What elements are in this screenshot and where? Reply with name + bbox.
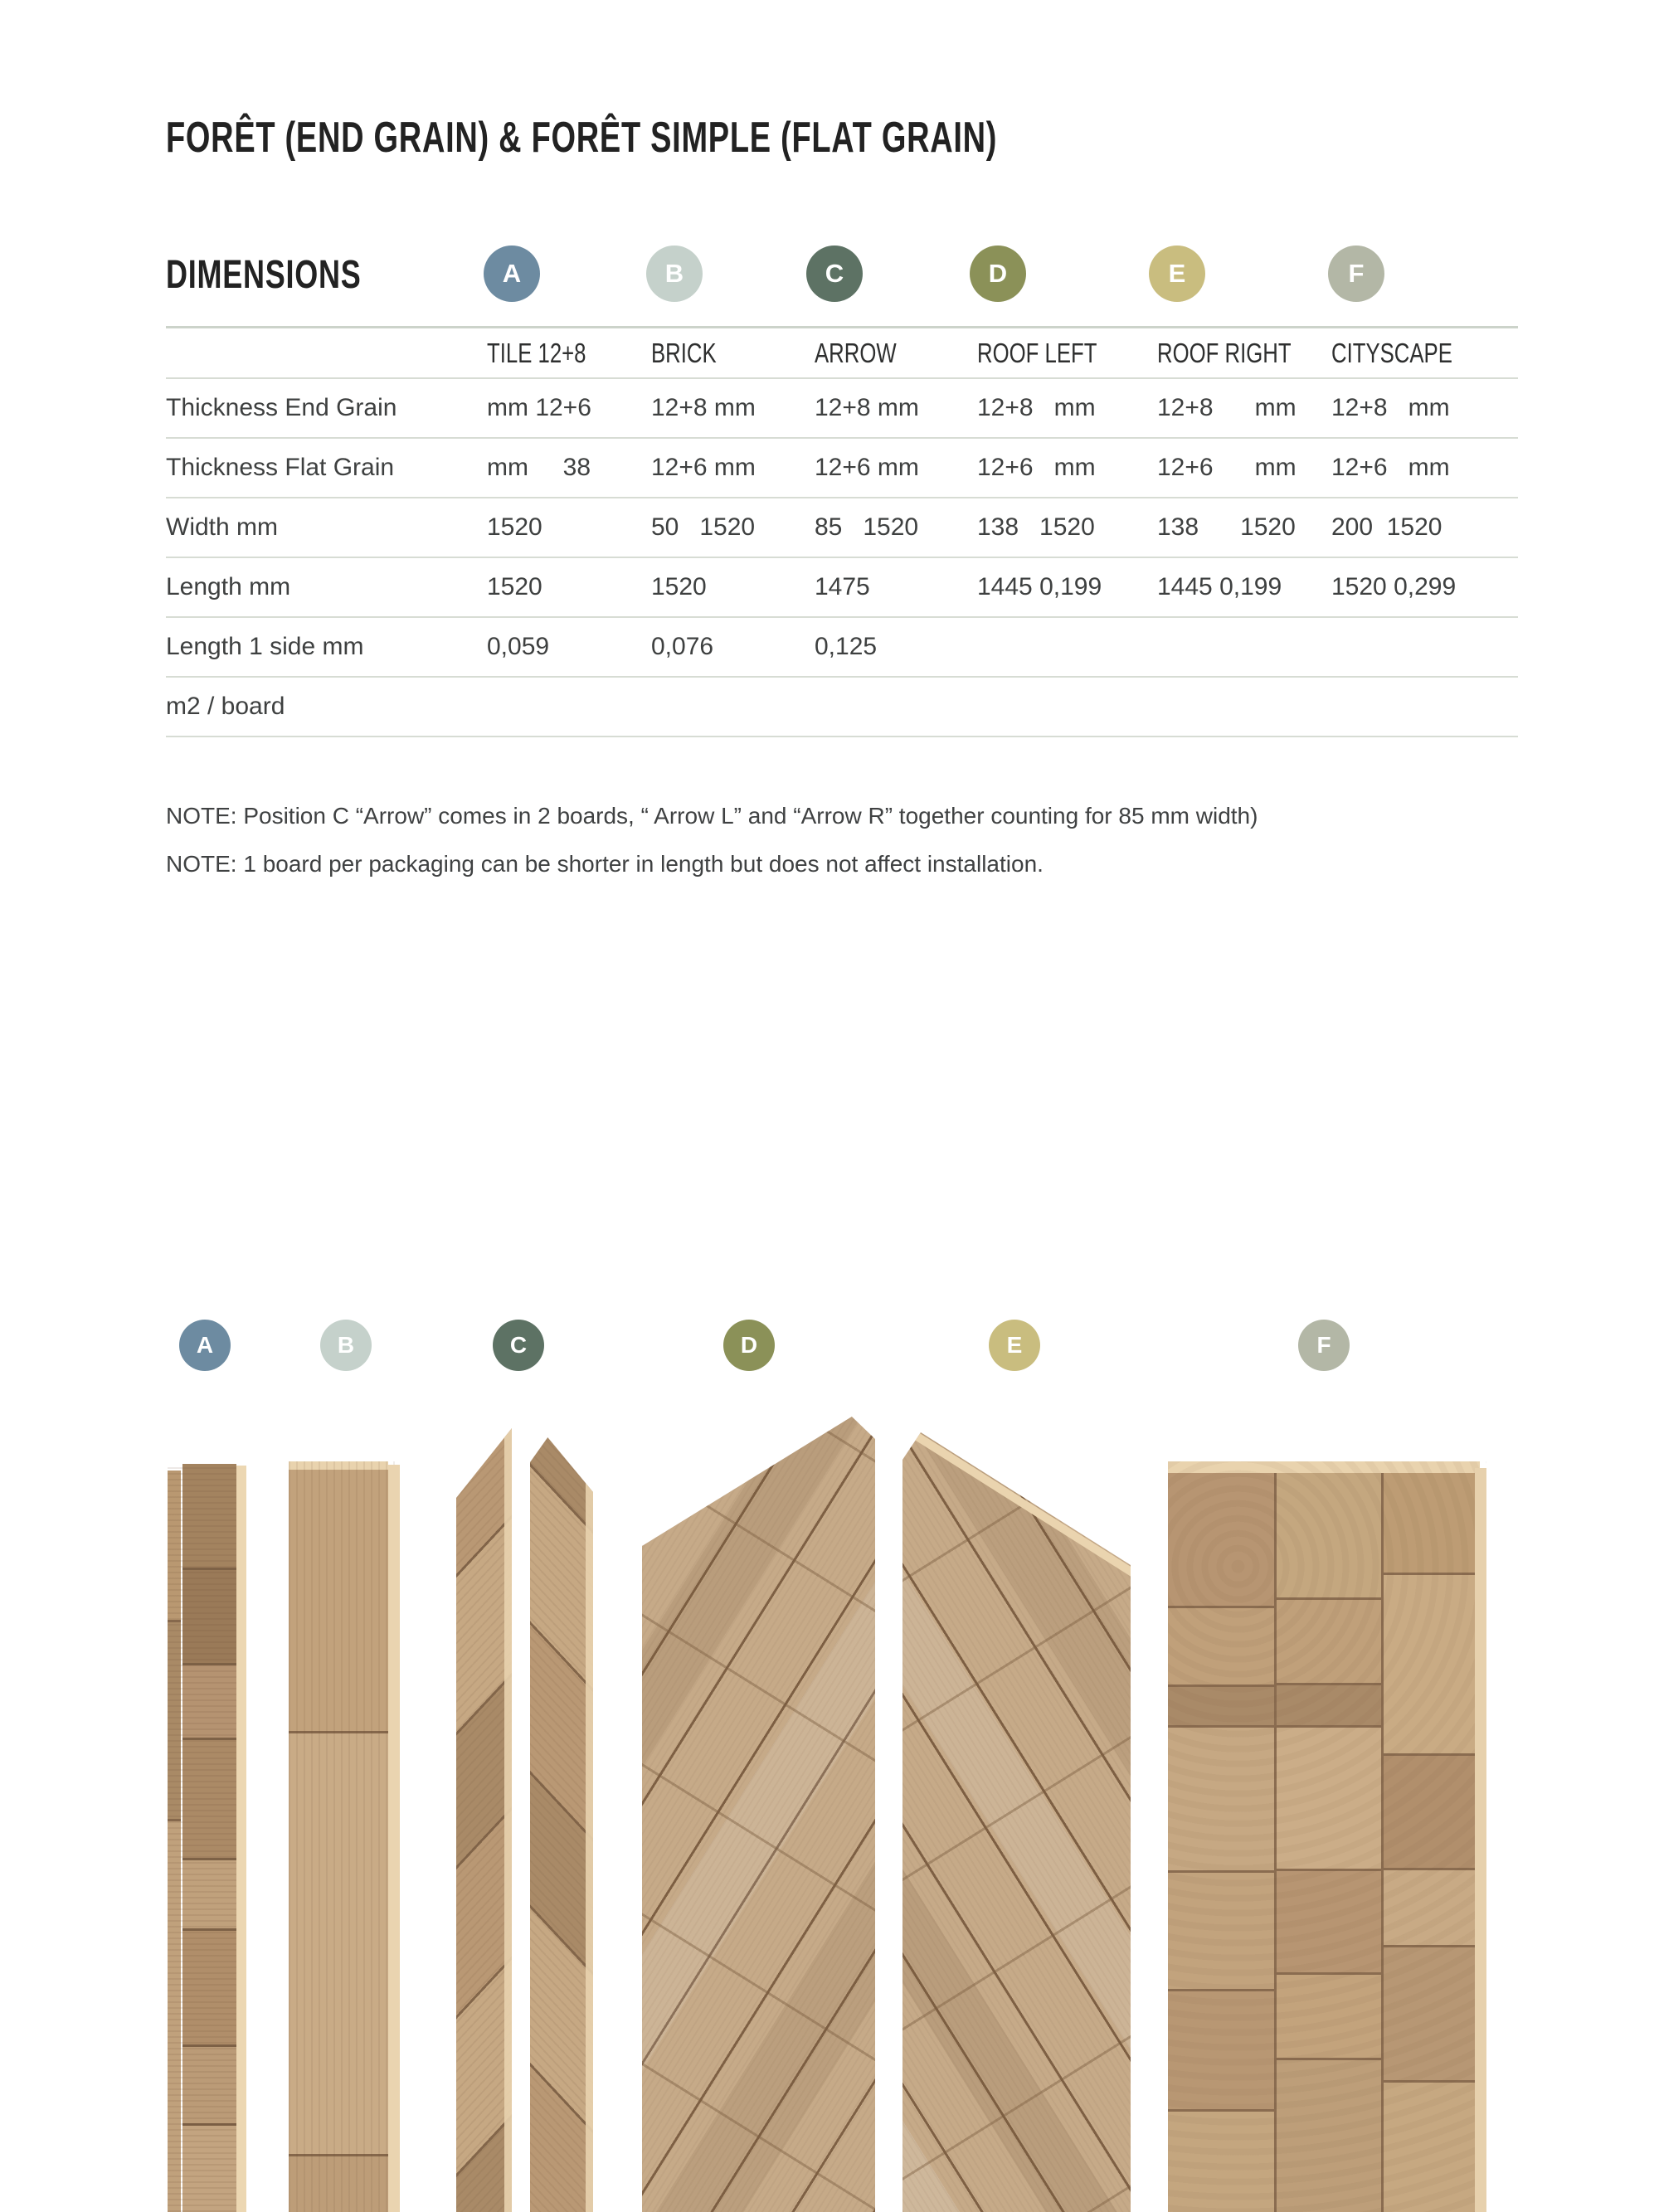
- wood-bevel-edge: [1475, 1468, 1486, 2212]
- table-cell: 1520: [487, 573, 542, 600]
- swatch-e-roof-right: [902, 1432, 1131, 2212]
- table-cell: 200 1520: [1331, 513, 1443, 541]
- table-row: [166, 379, 1518, 439]
- note-line-2: NOTE: 1 board per packaging can be shorter in length but does not affect installation.: [166, 851, 1044, 877]
- row-label: Thickness End Grain: [166, 394, 397, 421]
- table-cell: 12+8 mm: [1331, 394, 1450, 421]
- table-cell: mm 12+6: [487, 394, 591, 421]
- table-cell: 12+6 mm: [1157, 454, 1297, 481]
- page-title: FORÊT (END GRAIN) & FORÊT SIMPLE (FLAT GRAIN): [166, 114, 998, 162]
- wood-block: [1277, 1685, 1381, 1725]
- wood-grain-texture: [456, 1428, 512, 2212]
- wood-plank-edge: [168, 1471, 181, 2212]
- column-badge-a: A: [484, 246, 540, 302]
- table-cell: 12+6 mm: [1331, 454, 1450, 481]
- table-cell: 138 1520: [977, 513, 1095, 541]
- table-cell: 1520: [487, 513, 542, 541]
- table-cell: 1520 0,299: [1331, 573, 1457, 600]
- table-cell: 12+6 mm: [651, 454, 756, 481]
- column-badge-f: F: [1328, 246, 1384, 302]
- table-cell: 85 1520: [815, 513, 919, 541]
- wood-block: [1277, 1728, 1381, 1869]
- wood-block: [1384, 1870, 1475, 1945]
- swatch-d-roof-left: [642, 1417, 875, 2212]
- table-row: [166, 618, 1518, 678]
- table-cell: 12+6 mm: [815, 454, 919, 481]
- column-header-arrow: ARROW: [815, 337, 897, 368]
- column-header-brick: BRICK: [651, 337, 717, 368]
- dimensions-table: [166, 326, 1518, 737]
- table-row: [166, 498, 1518, 558]
- gallery-badge-e: E: [989, 1320, 1040, 1371]
- table-cell: 1445 0,199: [977, 573, 1102, 600]
- note-line-1: NOTE: Position C “Arrow” comes in 2 boards, “ Arrow L” and “Arrow R” together counting for 85 mm width): [166, 803, 1258, 829]
- wood-block: [1277, 1975, 1381, 2058]
- table-cell: 1475: [815, 573, 870, 600]
- swatch-c-arrow-left: [456, 1428, 512, 2212]
- wood-plank-stack: [289, 1470, 388, 2212]
- gallery-badge-c: C: [493, 1320, 544, 1371]
- table-cell: 12+6 mm: [977, 454, 1096, 481]
- gallery-badge-a: A: [179, 1320, 231, 1371]
- wood-block: [1277, 1871, 1381, 1972]
- wood-block: [1277, 2060, 1381, 2212]
- wood-bevel-edge: [1168, 1461, 1480, 1473]
- wood-block: [1168, 1873, 1274, 1989]
- wood-block: [1168, 1728, 1274, 1870]
- column-header-roofright: ROOF RIGHT: [1157, 337, 1292, 368]
- table-cell: 1445 0,199: [1157, 573, 1282, 600]
- table-cell: 12+8 mm: [1157, 394, 1297, 421]
- table-cell: 12+8 mm: [977, 394, 1096, 421]
- gallery-badge-d: D: [723, 1320, 775, 1371]
- wood-tile-stack: [182, 1464, 236, 2212]
- table-cell: 12+8 mm: [651, 394, 756, 421]
- table-cell: 0,076: [651, 633, 714, 660]
- table-row: [166, 678, 1518, 737]
- row-label: m2 / board: [166, 693, 285, 720]
- wood-bevel-edge: [236, 1466, 246, 2212]
- wood-grain-texture: [530, 1437, 593, 2212]
- column-badge-b: B: [646, 246, 703, 302]
- swatch-c-arrow-right: [530, 1437, 593, 2212]
- table-cell: 138 1520: [1157, 513, 1296, 541]
- table-cell: 1520: [651, 573, 707, 600]
- mosaic-column: [1384, 1473, 1475, 2212]
- wood-bevel-edge: [586, 1437, 593, 2212]
- wood-block: [1384, 1575, 1475, 1753]
- column-badge-e: E: [1149, 246, 1205, 302]
- table-row: [166, 439, 1518, 498]
- wood-block: [1384, 1473, 1475, 1573]
- table-cell: 0,059: [487, 633, 550, 660]
- wood-block: [1168, 2112, 1274, 2212]
- wood-block: [1168, 1687, 1274, 1725]
- wood-block: [1384, 1756, 1475, 1868]
- table-cell: 0,125: [815, 633, 878, 660]
- column-badge-c: C: [806, 246, 863, 302]
- table-cell: mm 38: [487, 454, 591, 481]
- wood-bevel-edge: [289, 1461, 388, 1470]
- row-label: Width mm: [166, 513, 278, 541]
- swatch-a-tile-end-grain: [168, 1464, 246, 2212]
- dimensions-heading: DIMENSIONS: [166, 253, 362, 297]
- wood-block: [1168, 1991, 1274, 2109]
- wood-block: [1277, 1600, 1381, 1683]
- column-header-tile: TILE 12+8: [487, 337, 586, 368]
- swatch-b-brick-flat-grain: [289, 1461, 400, 2212]
- table-cell: 12+8 mm: [815, 394, 919, 421]
- wood-block: [1168, 1608, 1274, 1685]
- wood-block: [1384, 2083, 1475, 2212]
- gallery-badge-f: F: [1298, 1320, 1350, 1371]
- table-header-row: [166, 328, 1518, 379]
- column-header-cityscape: CITYSCAPE: [1331, 337, 1452, 368]
- row-label: Length 1 side mm: [166, 633, 364, 660]
- mosaic-column: [1277, 1473, 1381, 2212]
- row-label: Length mm: [166, 573, 291, 600]
- wood-bevel-edge: [504, 1428, 512, 2212]
- wood-bevel-edge: [388, 1465, 400, 2212]
- wood-block: [1384, 1947, 1475, 2080]
- table-cell: 50 1520: [651, 513, 756, 541]
- column-badge-d: D: [970, 246, 1026, 302]
- swatch-f-cityscape: [1168, 1461, 1486, 2212]
- table-row: [166, 558, 1518, 618]
- wood-mosaic: [1168, 1473, 1475, 2212]
- wood-block: [1277, 1473, 1381, 1597]
- gallery-badge-b: B: [320, 1320, 372, 1371]
- wood-block: [1168, 1473, 1274, 1606]
- mosaic-column: [1168, 1473, 1274, 2212]
- row-label: Thickness Flat Grain: [166, 454, 395, 481]
- column-header-roofleft: ROOF LEFT: [977, 337, 1097, 368]
